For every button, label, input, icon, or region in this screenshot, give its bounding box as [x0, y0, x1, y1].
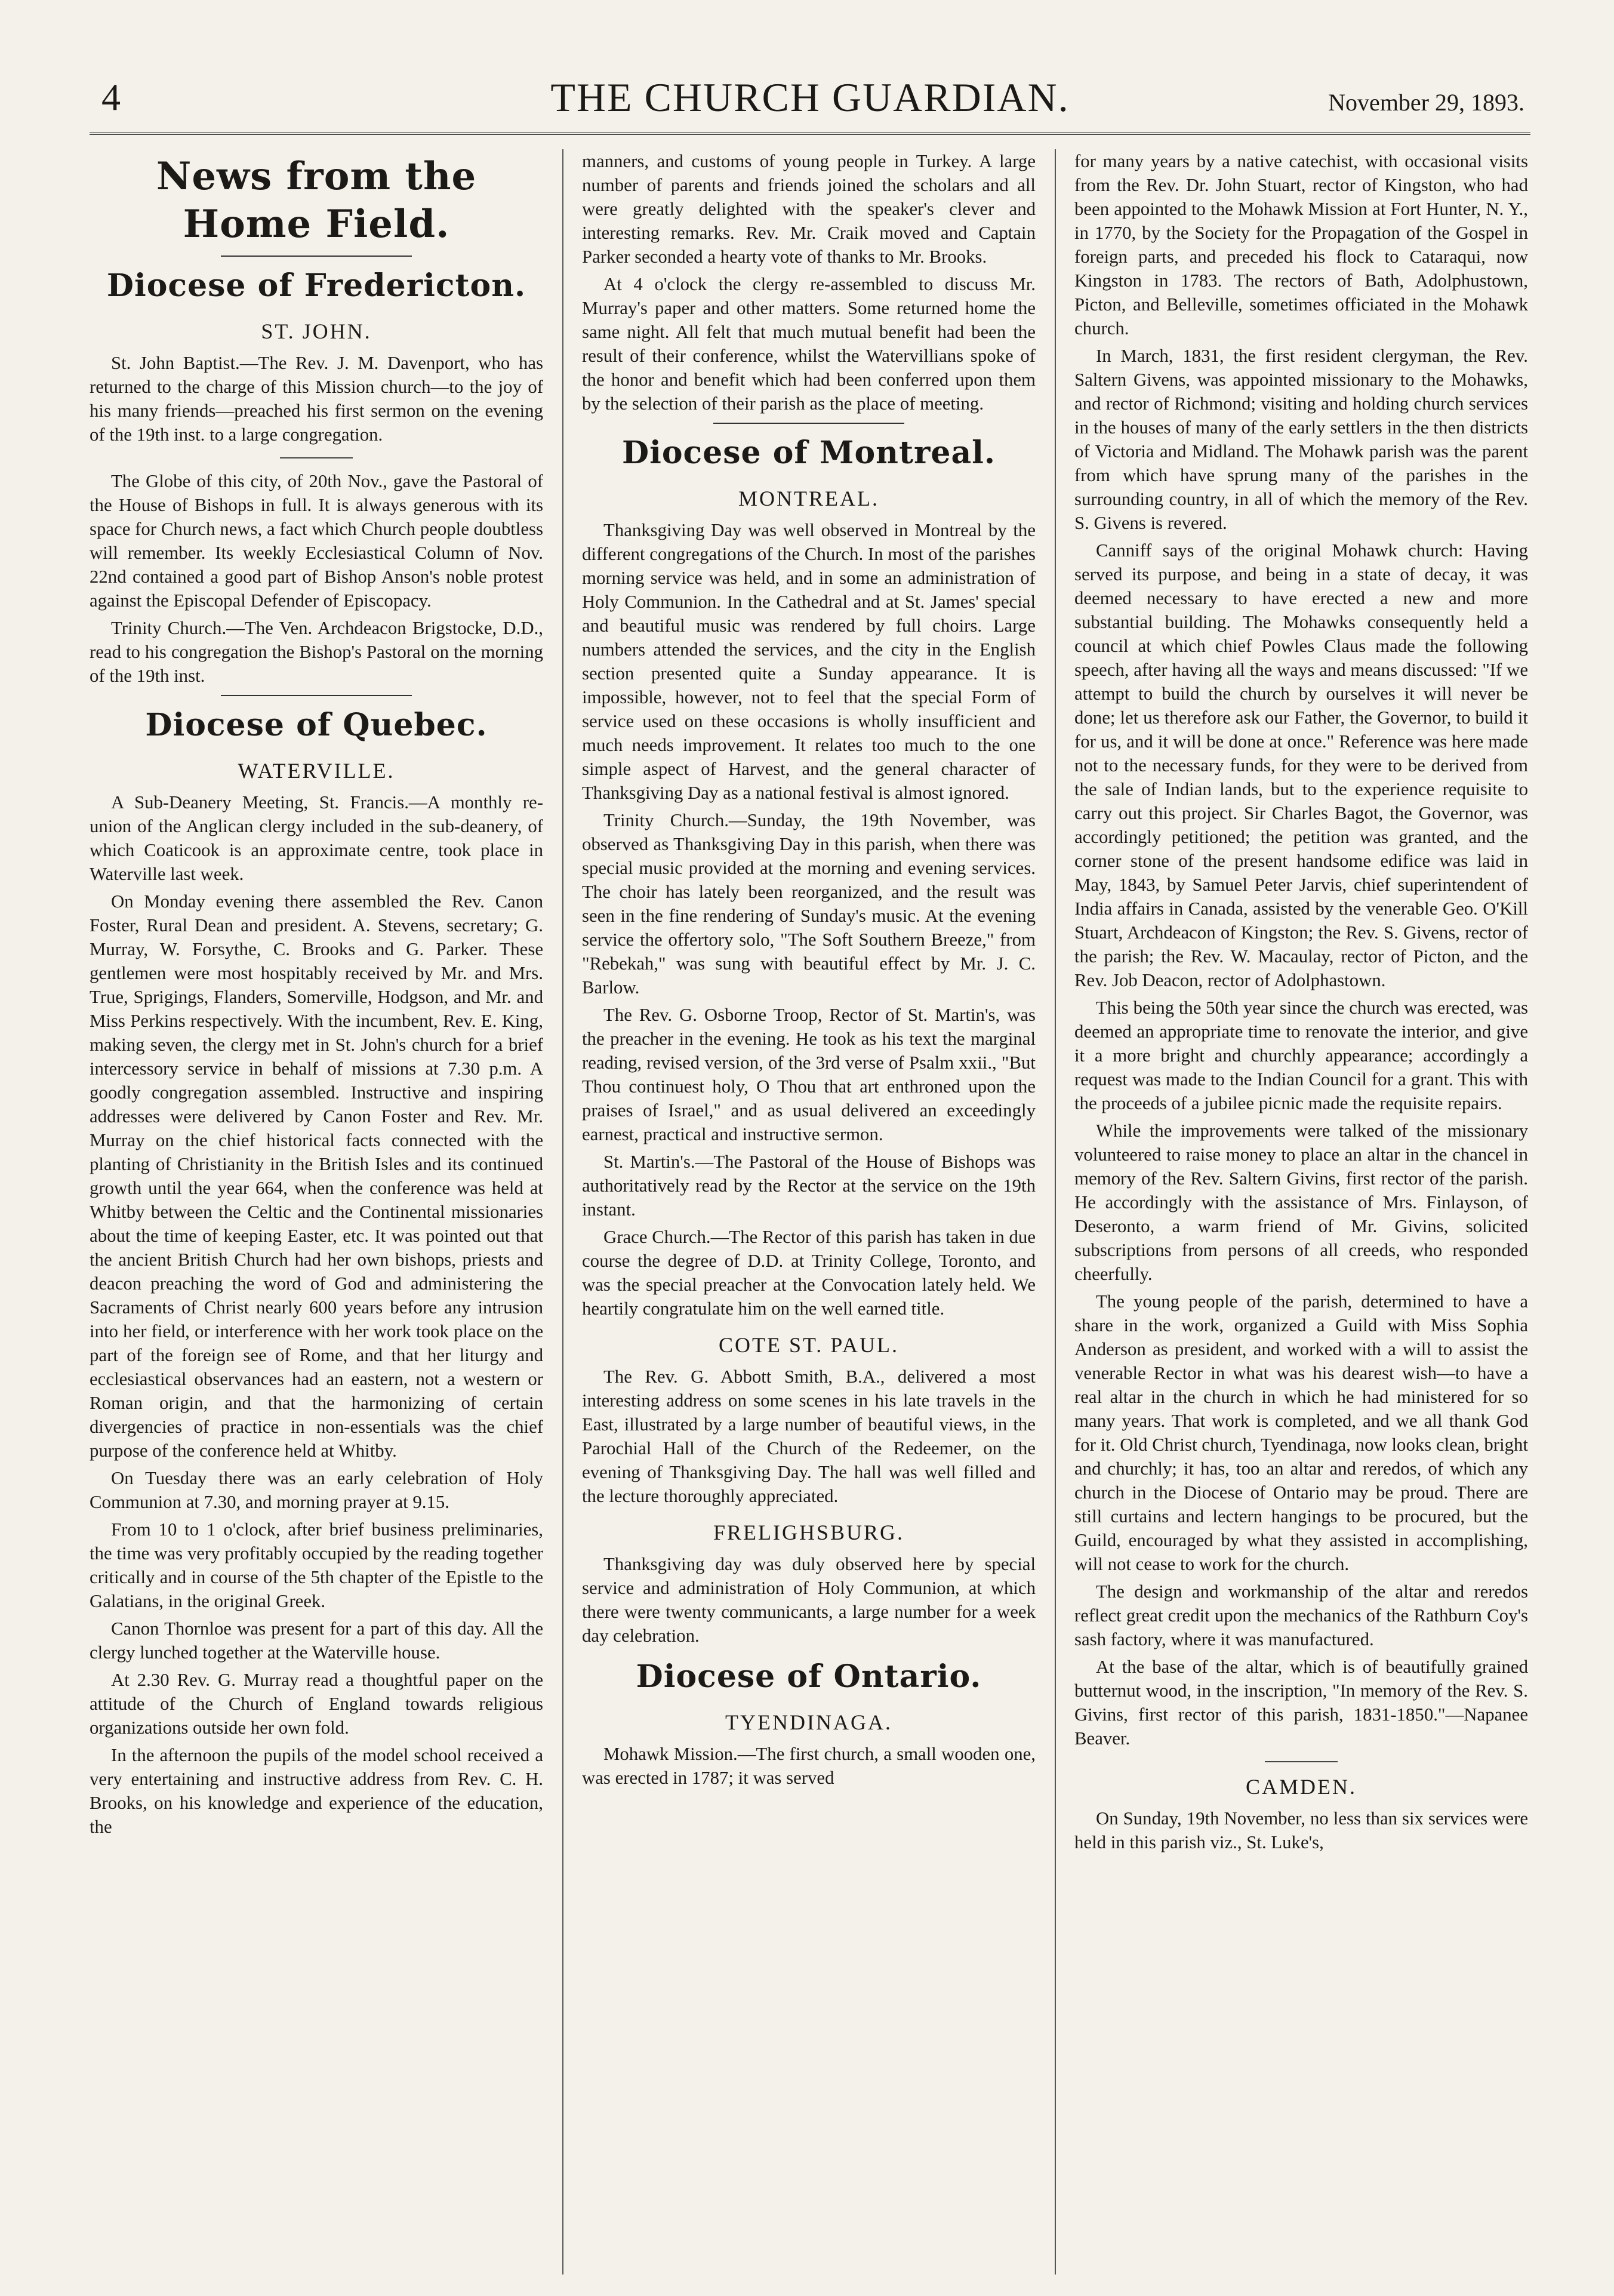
masthead	[90, 70, 1530, 135]
article-paragraph: Thanksgiving Day was well observed in Montreal by the different congregations of the Church. In most of the parishes morning service was held, and in some an administration of Holy Communion. In the Cathedral and at St. James' special and beautiful music was rendered by full choirs. Large numbers attended the services, and the city in the English section presented quite a Sunday appearance. It is impossible, however, not to feel that the special Form of service used on these occasions is wholly insufficient and much needs improvement. It relates too much to the one simple aspect of Harvest, and the general character of Thanksgiving Day as a national festival is almost ignored.	[582, 520, 1036, 803]
place-heading-cote-st-paul: COTE ST. PAUL.	[718, 1333, 900, 1357]
article-paragraph: Canniff says of the original Mohawk church: Having served its purpose, and being in a state of decay, it was deemed necessary to have erected a new and more substantial building. The Mohawks consequently held a council at which chief Powles Claus made the following speech, after having all the ways and means discussed: "If we attempt to build the church by ourselves it will never be done; let us therefore ask our Father, the Governor, to build it for us, and it will be done at once." Reference was here made not to the necessary funds, for they were to be derived from the sale of Indian lands, but to the experience requisite to carry out this project. Sir Charles Bagot, the Governor, was accordingly petitioned; the petition was granted, and the corner stone of the present handsome edifice was laid in May, 1843, by Samuel Peter Jarvis, chief superintendent of India affairs in Canada, assisted by the venerable Geo. O'Kill Stuart, Archdeacon of Kingston; the Rev. S. Givens, rector of the parish; the Rev. W. Macaulay, rector of Picton, and the Rev. Job Deacon, rector of Adolphastown.	[1074, 540, 1528, 990]
divider	[221, 695, 411, 696]
place-heading-frelighsburg: FRELIGHSBURG.	[713, 1521, 905, 1544]
article-paragraph: While the improvements were talked of the missionary volunteered to raise money to place an altar in the chancel in memory of the Rev. Saltern Givins, first rector of the parish. He accordingly with the assistance of Mrs. Finlayson, of Deseronto, a warm friend of Mr. Givins, solicited subscriptions from persons of all creeds, who responded cheerfully.	[1074, 1121, 1528, 1284]
article-paragraph: Mohawk Mission.—The first church, a small wooden one, was erected in 1787; it was served	[582, 1744, 1036, 1788]
place-heading-tyendinaga: TYENDINAGA.	[725, 1710, 892, 1734]
article-paragraph: Trinity Church.—The Ven. Archdeacon Brigstocke, D.D., read to his congregation the Bishop's Pastoral on the morning of the 19th inst.	[90, 618, 543, 686]
article-paragraph: This being the 50th year since the church was erected, was deemed an appropriate time to renovate the interior, and give it a more bright and churchly appearance; accordingly a request was made to the Indian Council for a grant. This with the proceeds of a jubilee picnic made the requisite repairs.	[1074, 998, 1528, 1113]
place-heading-waterville: WATERVILLE.	[238, 759, 395, 783]
article-paragraph: manners, and customs of young people in Turkey. A large number of parents and friends joined the scholars and all were greatly delighted with the speaker's clever and interesting remarks. Rev. Mr. Craik moved and Captain Parker seconded a hearty vote of thanks to Mr. Brooks.	[582, 151, 1036, 267]
article-paragraph: Trinity Church.—Sunday, the 19th November, was observed as Thanksgiving Day in this parish, when there was special music provided at the morning and evening services. The choir has lately been reorganized, and the result was seen in the fine rendering of Sunday's music. At the evening service the offertory solo, "The Soft Southern Breeze," from "Rebekah," was sung with beautiful effect by Mr. J. C. Barlow.	[582, 810, 1036, 998]
article-paragraph: The young people of the parish, determined to have a share in the work, organized a Guild with Miss Sophia Anderson as president, and worked with a will to assist the venerable Rector in what was his dearest wish—to have a real altar in the church in which he had ministered for so many years. That work is completed, and we all thank God for it. Old Christ church, Tyendinaga, now looks clean, bright and churchly; it has, too an altar and reredos, of which any church in the Diocese of Ontario may be proud. There are still curtains and lectern hangings to be procured, but the Guild, encouraged by what they assisted in accomplishing, will not cease to work for the church.	[1074, 1291, 1528, 1574]
article-paragraph: A Sub-Deanery Meeting, St. Francis.—A monthly re-union of the Anglican clergy included in the sub-deanery, of which Coaticook is an approximate centre, took place in Waterville last week.	[90, 792, 543, 884]
article-paragraph: The Globe of this city, of 20th Nov., gave the Pastoral of the House of Bishops in full. It is always generous with its space for Church news, a fact which Church people doubtless will remember. Its weekly Ecclesiastical Column of Nov. 22nd contained a good part of Bishop Anson's noble protest against the Episcopal Defender of Episcopacy.	[90, 471, 543, 611]
diocese-heading-quebec: Diocese of Quebec.	[145, 707, 488, 743]
diocese-heading-ontario: Diocese of Ontario.	[636, 1658, 982, 1695]
column-divider	[1055, 149, 1056, 2275]
article-paragraph: for many years by a native catechist, with occasional visits from the Rev. Dr. John Stuart, rector of Kingston, who had been appointed to the Mohawk Mission at Fort Hunter, N. Y., in 1770, by the Society for the Propagation of the Gospel in foreign parts, and preceded his flock to Cataraqui, now Kingston in 1783. The rectors of Bath, Adolphustown, Picton, and Belleville, sometimes officiated in the Mohawk church.	[1074, 151, 1528, 338]
paper-title: THE CHURCH GUARDIAN.	[550, 75, 1070, 120]
article-paragraph: On Tuesday there was an early celebration of Holy Communion at 7.30, and morning prayer at 9.15.	[90, 1468, 543, 1512]
article-paragraph: St. Martin's.—The Pastoral of the House of Bishops was authoritatively read by the Rector at the service on the 19th instant.	[582, 1152, 1036, 1220]
article-paragraph: The Rev. G. Abbott Smith, B.A., delivered a most interesting address on some scenes in his late travels in the East, illustrated by a large number of beautiful views, in the Parochial Hall of the Church of the Redeemer, on the evening of Thanksgiving Day. The hall was well filled and the lecture thoroughly appreciated.	[582, 1366, 1036, 1506]
column-1	[90, 149, 543, 2275]
diocese-heading-montreal: Diocese of Montreal.	[622, 435, 996, 471]
article-paragraph: Grace Church.—The Rector of this parish has taken in due course the degree of D.D. at Trinity College, Toronto, and was the special preacher at the Convocation lately held. We heartily congratulate him on the well earned title.	[582, 1227, 1036, 1319]
divider	[713, 423, 904, 424]
article-paragraph: Canon Thornloe was present for a part of this day. All the clergy lunched together at the Waterville house.	[90, 1618, 543, 1663]
diocese-heading-fredericton: Diocese of Fredericton.	[106, 267, 526, 304]
column-3	[1074, 149, 1528, 2275]
page-number: 4	[101, 76, 121, 118]
section-title: News from the Home Field.	[156, 154, 477, 247]
article-paragraph: At the base of the altar, which is of beautifully grained butternut wood, in the inscription, "In memory of the Rev. S. Givins, first rector of this parish, 1831-1850."—Napanee Beaver.	[1074, 1657, 1528, 1749]
article-paragraph: The Rev. G. Osborne Troop, Rector of St. Martin's, was the preacher in the evening. He took as his text the marginal reading, revised version, of the 3rd verse of Psalm xxii., "But Thou continuest holy, O Thou that art enthroned upon the praises of Israel," and as usual delivered an exceedingly earnest, practical and instructive sermon.	[582, 1005, 1036, 1144]
article-paragraph: Thanksgiving day was duly observed here by special service and administration of Holy Communion, at which there were twenty communicants, a large number for a week day celebration.	[582, 1554, 1036, 1646]
divider	[221, 256, 411, 257]
article-paragraph: At 4 o'clock the clergy re-assembled to discuss Mr. Murray's paper and other matters. Some returned home the same night. All felt that much mutual benefit had been the result of their conference, whilst the Watervillians spoke of the honor and benefit which had been conferred upon them by the selection of their parish as the place of meeting.	[582, 274, 1036, 414]
article-paragraph: In the afternoon the pupils of the model school received a very entertaining and instructive address from Rev. C. H. Brooks, on his knowledge and experience of the education, the	[90, 1745, 543, 1837]
article-paragraph: In March, 1831, the first resident clergyman, the Rev. Saltern Givens, was appointed missionary to the Mohawks, and rector of Richmond; visiting and holding church services in the houses of many of the early settlers in the then districts of Victoria and Midland. The Mohawk parish was the parent from which have sprung many of the parishes in the surrounding country, in all of which the memory of the Rev. S. Givens is revered.	[1074, 346, 1528, 533]
place-heading-camden: CAMDEN.	[1245, 1775, 1357, 1799]
article-paragraph: On Sunday, 19th November, no less than six services were held in this parish viz., St. Luke's,	[1074, 1808, 1528, 1852]
article-paragraph: On Monday evening there assembled the Rev. Canon Foster, Rural Dean and president. A. Stevens, secretary; G. Murray, W. Forsythe, C. Brooks and G. Parker. These gentlemen were most hospitably received by Mr. and Mrs. True, Sprigings, Flanders, Somerville, Hodgson, and Mr. and Miss Perkins respectively. With the incumbent, Rev. E. King, making seven, the clergy met in St. John's church for a brief intercessory service in behalf of missions at 7.30 p.m. A goodly congregation assembled. Instructive and inspiring addresses were delivered by Canon Foster and Rev. Mr. Murray on the chief historical facts connected with the planting of Christianity in the British Isles and its continued growth until the year 664, when the conference was held at Whitby between the Celtic and the Continental missionaries about the time of keeping Easter, etc. It was pointed out that the ancient British Church had her own bishops, priests and deacon preaching the word of God and administering the Sacraments of Christ nearly 600 years before any intrusion into her field, or interference with her work took place on the part of the foreign see of Rome, and that her liturgy and ecclesiastical observances had an eastern, not a western or Roman origin, and that the harmonizing of certain divergencies of practice in non-essentials was the chief purpose of the conference held at Whitby.	[90, 891, 543, 1461]
issue-date: November 29, 1893.	[1328, 89, 1524, 116]
article-paragraph: At 2.30 Rev. G. Murray read a thoughtful paper on the attitude of the Church of England towards religious organizations outside her own fold.	[90, 1670, 543, 1738]
article-paragraph: St. John Baptist.—The Rev. J. M. Davenport, who has returned to the charge of this Mission church—to the joy of his many friends—preached his first sermon on the evening of the 19th inst. to a large congregation.	[90, 353, 543, 445]
place-heading-montreal: MONTREAL.	[738, 487, 879, 510]
article-paragraph: From 10 to 1 o'clock, after brief business preliminaries, the time was very profitably occupied by the reading together critically and in course of the 5th chapter of the Epistle to the Galatians, in the original Greek.	[90, 1519, 543, 1611]
column-divider	[562, 149, 563, 2275]
column-2	[582, 149, 1036, 2275]
divider	[280, 457, 353, 458]
divider	[1265, 1761, 1338, 1762]
place-heading-st-john: ST. JOHN.	[261, 319, 372, 343]
article-paragraph: The design and workmanship of the altar and reredos reflect great credit upon the mechanics of the Rathburn Coy's sash factory, where it was manufactured.	[1074, 1581, 1528, 1649]
